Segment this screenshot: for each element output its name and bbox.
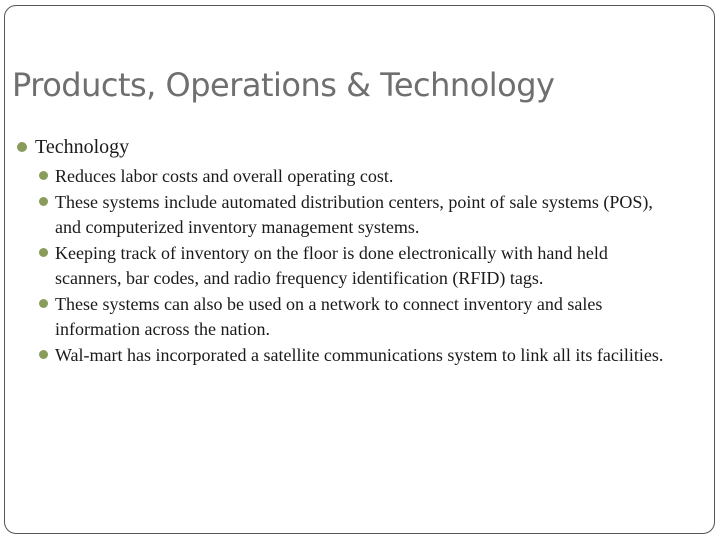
circle-bullet-icon xyxy=(17,142,27,152)
section-heading-label: Technology xyxy=(35,136,130,158)
list-item xyxy=(39,343,675,368)
section-heading xyxy=(17,134,707,160)
slide-body xyxy=(17,134,707,369)
slide-title: Products, Operations & Technology xyxy=(12,66,555,104)
list-item xyxy=(39,164,675,189)
circle-bullet-icon xyxy=(39,248,48,257)
circle-bullet-icon xyxy=(39,350,48,359)
circle-bullet-icon xyxy=(39,299,48,308)
bullet-list xyxy=(17,164,707,368)
list-item-text: Wal-mart has incorporated a satellite communications system to link all its facilities. xyxy=(55,345,664,365)
list-item xyxy=(39,241,675,291)
list-item-text: These systems include automated distribution centers, point of sale systems (POS), and computerized inventory management systems. xyxy=(55,192,653,237)
list-item-text: These systems can also be used on a network to connect inventory and sales information across the nation. xyxy=(55,294,603,339)
circle-bullet-icon xyxy=(39,171,48,180)
circle-bullet-icon xyxy=(39,197,48,206)
list-item-text: Reduces labor costs and overall operating cost. xyxy=(55,166,394,186)
slide-frame xyxy=(4,5,715,534)
list-item xyxy=(39,292,675,342)
list-item-text: Keeping track of inventory on the floor is done electronically with hand held scanners, bar codes, and radio frequency identification (RFID) tags. xyxy=(55,243,608,288)
list-item xyxy=(39,190,675,240)
